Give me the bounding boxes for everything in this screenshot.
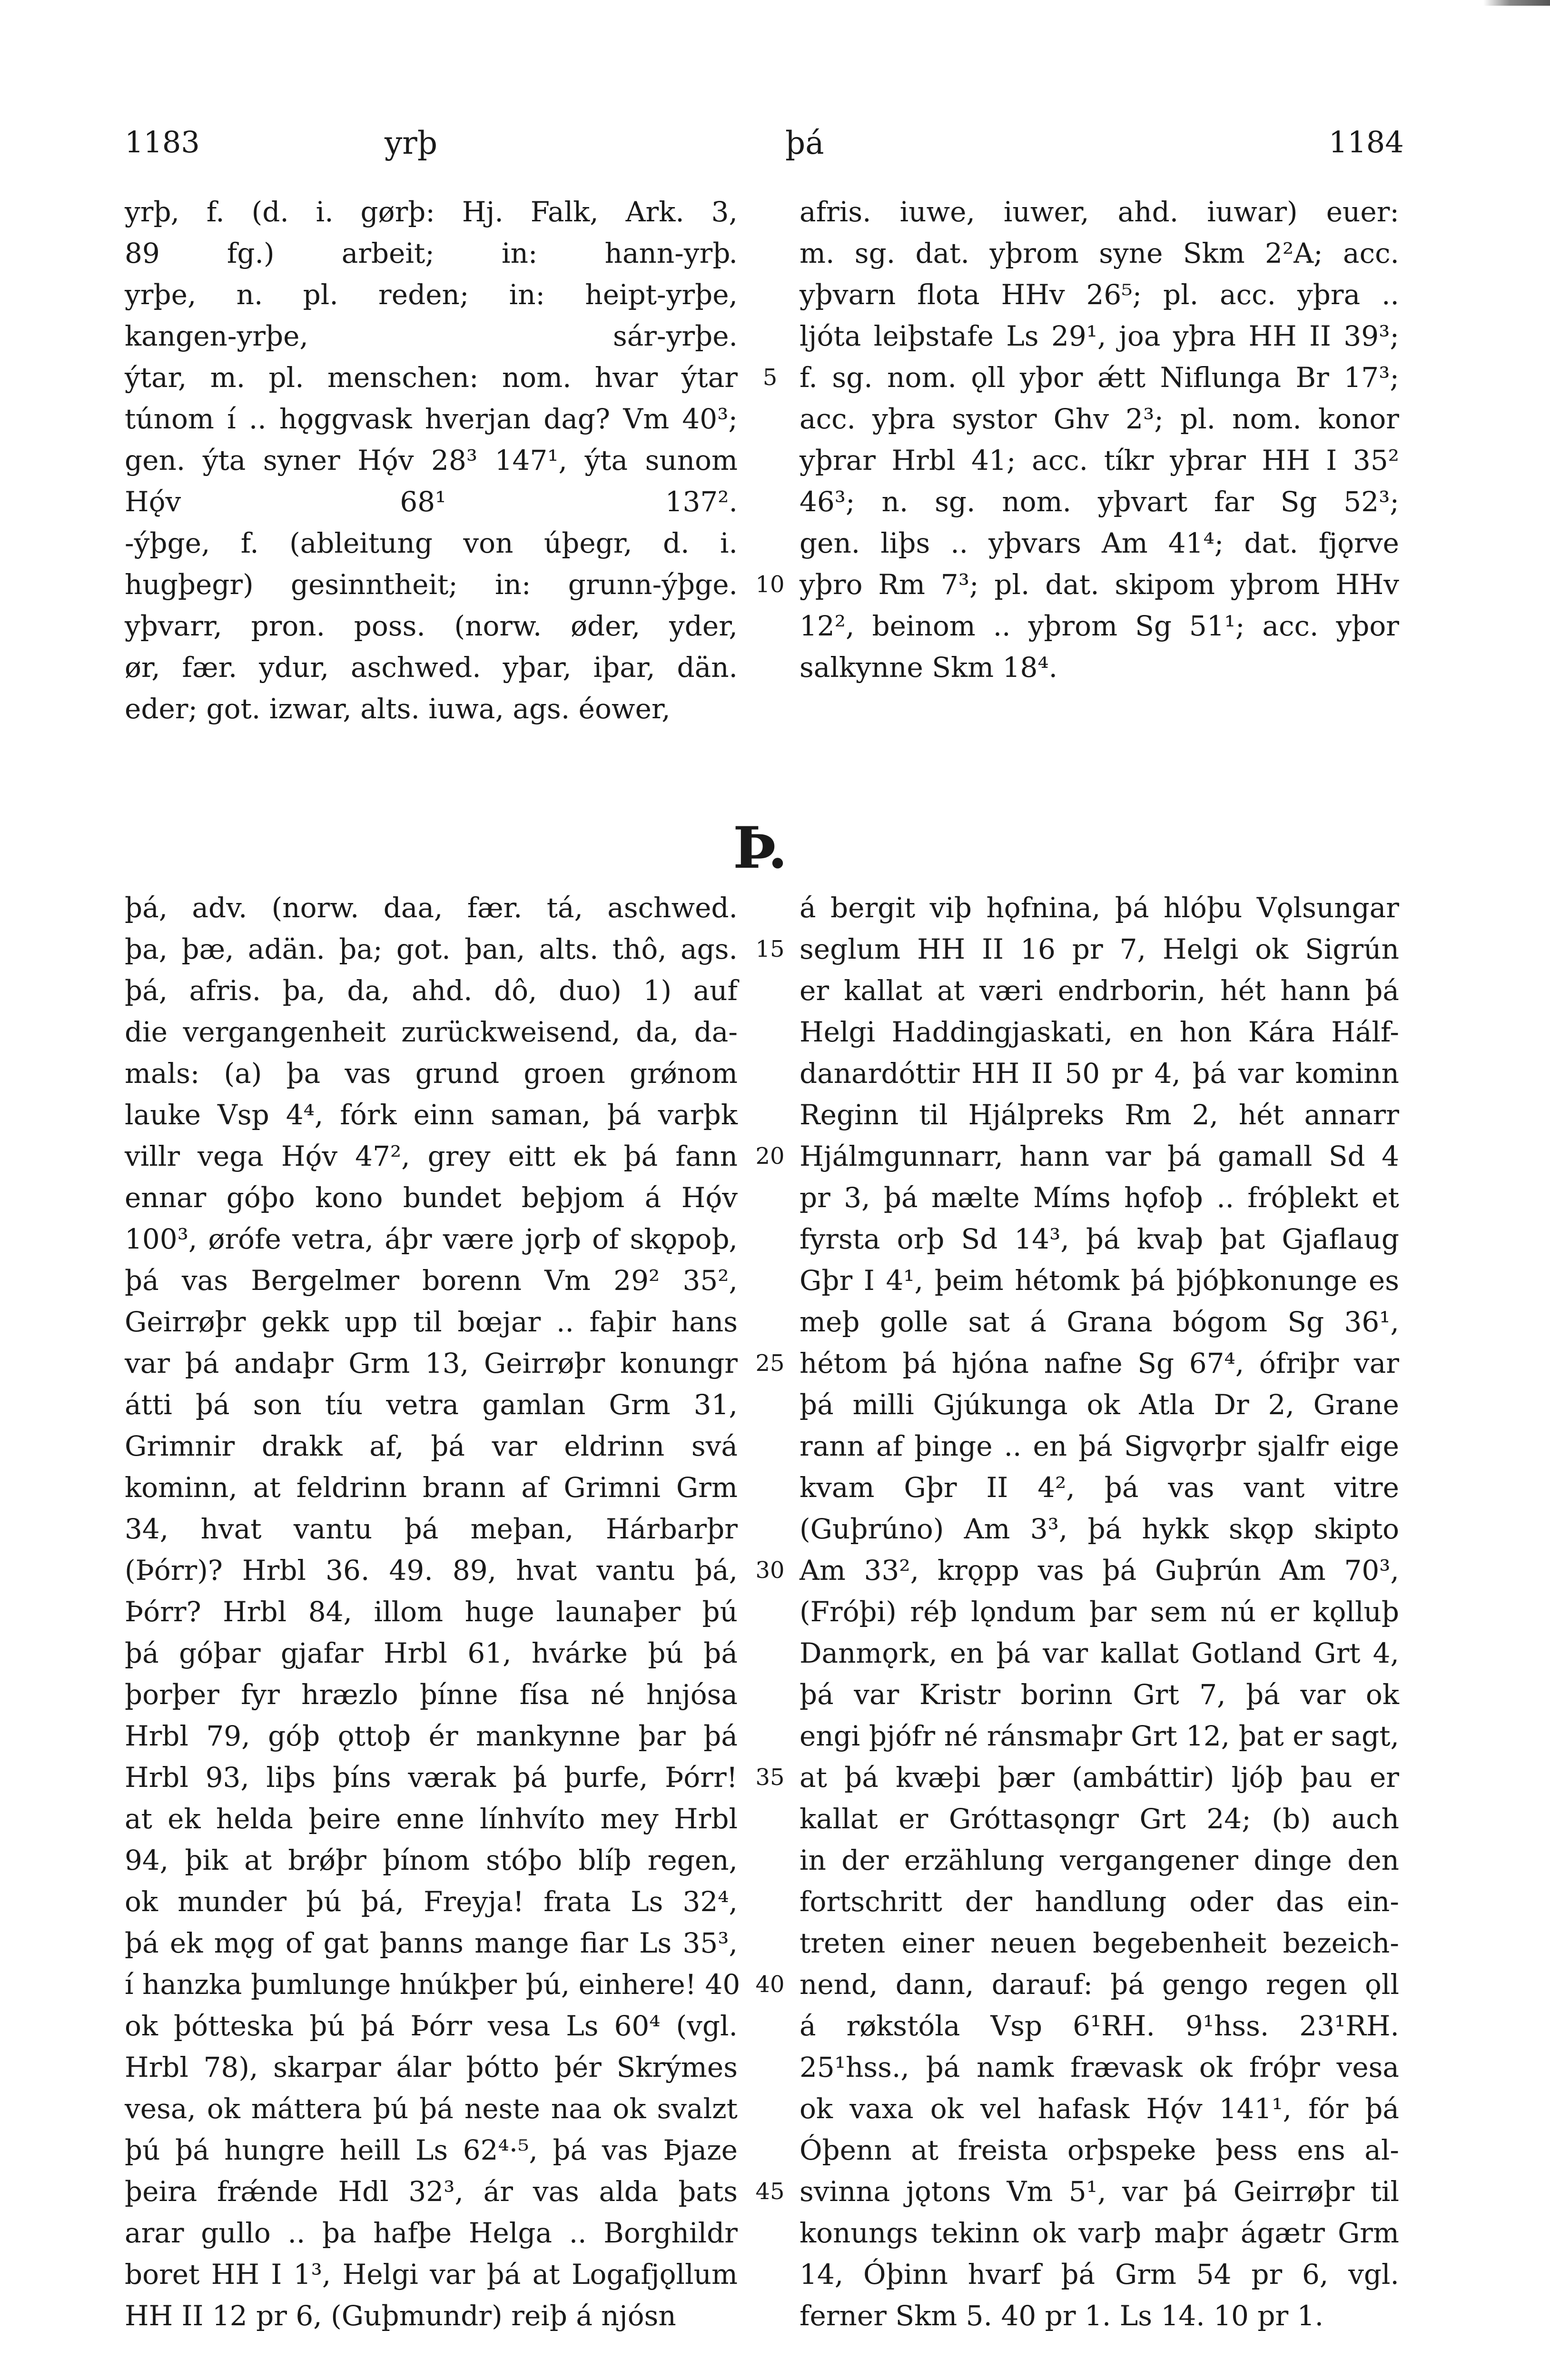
text-line: 94, þik at brǿþr þínom stóþo blíþ regen, (125, 1844, 738, 1876)
text-line: die vergangenheit zurückweisend, da, da- (125, 1016, 738, 1048)
text-line: in der erzählung vergangener dinge den (800, 1844, 1399, 1876)
text-line: þá milli Gjúkunga ok Atla Dr 2, Grane (800, 1388, 1399, 1421)
text-line: 25¹hss., þá namk frævask ok fróþr vesa (800, 2051, 1399, 2083)
text-line: Hǫ́v 68¹ 137². (125, 486, 738, 518)
text-line: þá, adv. (norw. daa, fær. tá, aschwed. (125, 892, 738, 924)
text-line: Grimnir drakk af, þá var eldrinn svá (125, 1430, 738, 1462)
text-line: ýtar, m. pl. menschen: nom. hvar ýtar (125, 361, 738, 394)
text-line: á røkstóla Vsp 6¹RH. 9¹hss. 23¹RH. (800, 2010, 1399, 2042)
line-number: 5 (762, 364, 778, 391)
text-line: er kallat at væri endrborin, hét hann þá (800, 974, 1399, 1007)
text-line: mals: (a) þa vas grund groen grǿnom (125, 1057, 738, 1090)
corner-smudge (1483, 0, 1550, 6)
text-line: Þórr? Hrbl 84, illom huge launaþer þú (125, 1596, 738, 1628)
text-line: 89 fg.) arbeit; in: hann-yrþ. (125, 237, 738, 269)
text-line: at þá kvæþi þær (ambáttir) ljóþ þau er (800, 1761, 1399, 1794)
text-line: þá, afris. þa, da, ahd. dô, duo) 1) auf (125, 974, 738, 1007)
text-line: boret HH I 1³, Helgi var þá at Logafjǫllum (125, 2258, 738, 2291)
text-line: 100³, ørófe vetra, áþr være jǫrþ of skǫpoþ, (125, 1223, 738, 1255)
text-line: þá góþar gjafar Hrbl 61, hvárke þú þá (125, 1637, 738, 1669)
text-line: yþrar Hrbl 41; acc. tíkr yþrar HH I 35² (800, 444, 1399, 476)
text-line: salkynne Skm 18⁴. (800, 651, 1058, 684)
text-line: pr 3, þá mælte Míms hǫfoþ .. fróþlekt et (800, 1181, 1399, 1214)
text-line: fortschritt der handlung oder das ein- (800, 1885, 1399, 1918)
text-line: yþvarn flota HHv 26⁵; pl. acc. yþra .. (800, 278, 1399, 311)
text-line: kangen-yrþe, sár-yrþe. (125, 320, 738, 352)
text-line: (Fróþi) réþ lǫndum þar sem nú er kǫlluþ (800, 1596, 1399, 1628)
text-line: þú þá hungre heill Ls 62⁴·⁵, þá vas Þjaze (125, 2134, 738, 2166)
text-line: hugþegr) gesinntheit; in: grunn-ýþge. (125, 568, 738, 601)
page-number-right: 1184 (1329, 125, 1404, 159)
text-line: ør, fær. ydur, aschwed. yþar, iþar, dän. (125, 651, 738, 684)
lower-right-column (800, 887, 1399, 2337)
text-line: ok vaxa ok vel hafask Hǫ́v 141¹, fór þá (800, 2092, 1399, 2125)
running-head-left: yrþ (385, 125, 438, 161)
text-line: yþvarr, pron. poss. (norw. øder, yder, (125, 610, 738, 642)
text-line: svinna jǫtons Vm 5¹, var þá Geirrøþr til (800, 2175, 1399, 2208)
text-line: kallat er Gróttasǫngr Grt 24; (b) auch (800, 1803, 1399, 1835)
line-number: 25 (755, 1350, 785, 1377)
text-line: ennar góþo kono bundet beþjom á Hǫ́v (125, 1181, 738, 1214)
section-letter: Þ. (733, 814, 788, 882)
line-number: 40 (755, 1971, 785, 1998)
text-line: f. sg. nom. ǫll yþor ǽtt Niflunga Br 17³; (800, 361, 1399, 394)
text-line: 34, hvat vantu þá meþan, Hárbarþr (125, 1513, 738, 1545)
running-head-right: þá (785, 125, 824, 161)
text-line: þá vas Bergelmer borenn Vm 29² 35², (125, 1264, 738, 1297)
text-line: engi þjófr né ránsmaþr Grt 12, þat er sagt, (800, 1720, 1399, 1752)
text-line: ok munder þú þá, Freyja! frata Ls 32⁴, (125, 1885, 738, 1918)
text-line: afris. iuwe, iuwer, ahd. iuwar) euer: (800, 196, 1399, 228)
text-line: konungs tekinn ok varþ maþr ágætr Grm (800, 2217, 1399, 2249)
text-line: -ýþge, f. (ableitung von úþegr, d. i. (125, 527, 738, 559)
text-line: þá var Kristr borinn Grt 7, þá var ok (800, 1678, 1399, 1711)
text-line: ljóta leiþstafe Ls 29¹, joa yþra HH II 39³; (800, 320, 1399, 352)
text-line: rann af þinge .. en þá Sigvǫrþr sjalfr eige (800, 1430, 1399, 1462)
text-line: acc. yþra systor Ghv 2³; pl. nom. konor (800, 403, 1399, 435)
text-line: Reginn til Hjálpreks Rm 2, hét annarr (800, 1099, 1399, 1131)
text-line: Gþr I 4¹, þeim hétomk þá þjóþkonunge es (800, 1264, 1399, 1297)
text-line: þá ek mǫg of gat þanns mange fiar Ls 35³, (125, 1927, 738, 1959)
text-line: á bergit viþ hǫfnina, þá hlóþu Vǫlsungar (800, 892, 1399, 924)
text-line: ok þótteska þú þá Þórr vesa Ls 60⁴ (vgl. (125, 2010, 738, 2042)
text-line: danardóttir HH II 50 pr 4, þá var kominn (800, 1057, 1399, 1090)
text-line: (Guþrúno) Am 3³, þá hykk skǫp skipto (800, 1513, 1399, 1545)
text-line: þeira frǽnde Hdl 32³, ár vas alda þats (125, 2175, 738, 2208)
text-line: 46³; n. sg. nom. yþvart far Sg 52³; (800, 486, 1399, 518)
text-line: Hrbl 78), skarpar álar þótto þér Skrýmes (125, 2051, 738, 2083)
text-line: 14, Óþinn hvarf þá Grm 54 pr 6, vgl. (800, 2258, 1399, 2291)
text-line: fyrsta orþ Sd 14³, þá kvaþ þat Gjaflaug (800, 1223, 1399, 1255)
lower-left-column (125, 887, 738, 2337)
text-line: þorþer fyr hræzlo þínne físa né hnjósa (125, 1678, 738, 1711)
text-line: átti þá son tíu vetra gamlan Grm 31, (125, 1388, 738, 1421)
text-line: kvam Gþr II 4², þá vas vant vitre (800, 1471, 1399, 1504)
text-line: lauke Vsp 4⁴, fórk einn saman, þá varþk (125, 1099, 738, 1131)
text-line: (Þórr)? Hrbl 36. 49. 89, hvat vantu þá, (125, 1554, 738, 1587)
text-line: vesa, ok máttera þú þá neste naa ok svalzt (125, 2092, 738, 2125)
text-line: Hrbl 93, liþs þíns værak þá þurfe, Þórr! (125, 1761, 738, 1794)
text-line: at ek helda þeire enne línhvíto mey Hrbl (125, 1803, 738, 1835)
text-line: meþ golle sat á Grana bógom Sg 36¹, (800, 1306, 1399, 1338)
upper-right-column (800, 191, 1399, 688)
text-line: Geirrøþr gekk upp til bœjar .. faþir hans (125, 1306, 738, 1338)
text-line: í hanzka þumlunge hnúkþer þú, einhere! 40 (125, 1968, 740, 2001)
page-number-left: 1183 (125, 125, 200, 159)
text-line: treten einer neuen begebenheit bezeich- (800, 1927, 1399, 1959)
text-line: Helgi Haddingjaskati, en hon Kára Hálf- (800, 1016, 1399, 1048)
text-line: Hrbl 79, góþ ǫttoþ ér mankynne þar þá (125, 1720, 738, 1752)
text-line: seglum HH II 16 pr 7, Helgi ok Sigrún (800, 933, 1399, 965)
text-line: túnom í .. hǫggvask hverjan dag? Vm 40³; (125, 403, 738, 435)
line-number: 15 (755, 936, 785, 962)
text-line: þa, þæ, adän. þa; got. þan, alts. thô, ags. (125, 933, 738, 965)
text-line: ferner Skm 5. 40 pr 1. Ls 14. 10 pr 1. (800, 2300, 1324, 2332)
text-line: 12², beinom .. yþrom Sg 51¹; acc. yþor (800, 610, 1399, 642)
line-number: 20 (755, 1143, 785, 1170)
text-line: HH II 12 pr 6, (Guþmundr) reiþ á njósn (125, 2300, 676, 2332)
text-line: eder; got. izwar, alts. iuwa, ags. éower, (125, 693, 671, 725)
text-line: yrþ, f. (d. i. gørþ: Hj. Falk, Ark. 3, (125, 196, 738, 228)
text-line: Hjálmgunnarr, hann var þá gamall Sd 4 (800, 1140, 1399, 1172)
text-line: yrþe, n. pl. reden; in: heipt-yrþe, (125, 278, 738, 311)
upper-left-column (125, 191, 738, 730)
line-number: 45 (755, 2178, 785, 2205)
text-line: gen. liþs .. yþvars Am 41⁴; dat. fjǫrve (800, 527, 1399, 559)
text-line: hétom þá hjóna nafne Sg 67⁴, ófriþr var (800, 1347, 1399, 1379)
text-line: yþro Rm 7³; pl. dat. skipom yþrom HHv (800, 568, 1399, 601)
text-line: gen. ýta syner Hǫ́v 28³ 147¹, ýta sunom (125, 444, 738, 476)
text-line: Óþenn at freista orþspeke þess ens al- (800, 2134, 1399, 2166)
text-line: kominn, at feldrinn brann af Grimni Grm (125, 1471, 738, 1504)
text-line: m. sg. dat. yþrom syne Skm 2²A; acc. (800, 237, 1399, 269)
text-line: nend, dann, darauf: þá gengo regen ǫll (800, 1968, 1399, 2001)
line-number: 10 (755, 571, 785, 598)
line-number: 35 (755, 1764, 785, 1791)
text-line: arar gullo .. þa hafþe Helga .. Borghildr (125, 2217, 738, 2249)
text-line: villr vega Hǫ́v 47², grey eitt ek þá fann (125, 1140, 738, 1172)
text-line: var þá andaþr Grm 13, Geirrøþr konungr (125, 1347, 738, 1379)
line-number: 30 (755, 1557, 785, 1584)
text-line: Am 33², krǫpp vas þá Guþrún Am 70³, (800, 1554, 1399, 1587)
text-line: Danmǫrk, en þá var kallat Gotland Grt 4, (800, 1637, 1399, 1669)
